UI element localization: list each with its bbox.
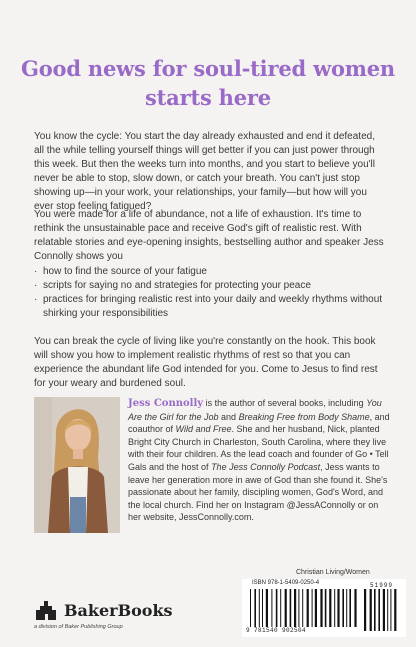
barcode-bar [374,589,376,631]
barcode-bar [370,589,372,631]
barcode-bar [378,589,380,631]
barcode-bar [387,589,388,631]
barcode-box [242,579,406,637]
headline-line-2: starts here [145,85,271,110]
barcode-bar [320,589,322,627]
list-item-text: scripts for saying no and strategies for protecting your peace [43,280,311,291]
barcode-bar [342,589,344,627]
barcode-bar [334,589,335,627]
barcode-bar [307,589,309,627]
author-name: Jess Connolly [128,398,204,409]
barcode-bar [312,589,313,627]
intro-paragraph: You know the cycle: You start the day already exhausted and end it defeated, all the while telling yourself things will get better if you can just power through this week. But then the weeks turn into months, and you start to believe you'll never be able to stop, slow down, or catch your breath. You can't just stop showing up—in your work, your relationships, your family—but how will you ever stop feeling fatigued? [34,131,375,212]
podcast-title: The Jess Connolly Podcast [211,461,321,472]
bio-text: , Jess wants to leave her generation more in awe of God than she found it. She's passionate about her family, discipling women, God's Word, and the local church. Find her on Instagram @JessAConnolly or on her website, JessConnolly.com. [128,461,388,523]
barcode-bar [285,589,287,627]
barcode-bar [276,589,278,627]
barcode-bar [394,589,396,631]
barcode-bar [259,589,260,627]
barcode-bar [302,589,303,627]
bio-text: is the author of several books, including [203,398,367,408]
barcode-bar [315,589,317,627]
ean-barcode [250,589,358,627]
author-photo [34,397,120,533]
author-bio [128,397,390,524]
barcode-bar [294,589,296,627]
bio-text: . She and her husband, Nick, planted Bright City Church in Charleston, South Carolina, where they live with their four children. As the lead coach and founder of Go • Tell Gals and the host of [128,424,389,472]
book-title: Breaking Free from Body Shame [238,411,370,422]
book-title: You Are the Girl for the Job [128,398,382,422]
benefit-list [34,265,384,321]
headline-line-1: Good news for soul-tired women [20,56,396,81]
price-code: 51999 [370,582,394,589]
bio-text: and [218,411,239,422]
barcode-bar [271,589,272,627]
price-barcode [364,589,400,631]
barcode-bar [290,589,292,627]
list-item-text: practices for bringing realistic rest into your daily and weekly rhythms without shirking your responsibilities [43,294,383,319]
barcode-bar [390,589,391,631]
barcode-bar [280,589,281,627]
list-item: · practices for bringing realistic rest into your daily and weekly rhythms without shirking your responsibilities [34,294,383,319]
isbn-text: ISBN 978-1-5409-0250-4 [252,580,320,586]
bio-text: , and coauthor of [128,411,390,435]
book-title: Wild and Free [175,424,232,435]
list-item-text: how to find the source of your fatigue [43,266,207,277]
barcode-bar [383,589,385,631]
headline [0,54,416,112]
barcode-bar [364,589,366,631]
barcode-bar [346,589,347,627]
list-item: · scripts for saying no and strategies for protecting your peace [34,280,311,291]
barcode-bar [254,589,256,627]
barcode-bar [298,589,299,627]
barcode-bar [262,589,263,627]
category-label: Christian Living/Women [296,569,370,576]
castle-icon [34,598,60,622]
barcode-bar [349,589,351,627]
barcode-bar [266,589,268,627]
publisher-tagline: a division of Baker Publishing Group [34,624,123,630]
barcode-bar [337,589,339,627]
barcode-digits: 9 781540 902504 [246,627,307,634]
barcode-bar [354,589,356,627]
barcode-bar [329,589,331,627]
barcode-bar [325,589,327,627]
closing-paragraph: You can break the cycle of living like you're constantly on the hook. This book will show you how to implement realistic rhythms of rest so that you can experience the abundant life God intended for you. Come to Jesus to find rest for your weary and burdened soul. [34,336,378,389]
author-portrait-illustration [34,397,120,533]
purpose-paragraph: You were made for a life of abundance, not a life of exhaustion. It's time to rethink the unsustainable pace and receive God's gift of realistic rest. With relatable stories and eye-opening insights, bestselling author and speaker Jess Connolly shows you [34,209,384,262]
barcode-bar [250,589,251,627]
publisher-name: BakerBooks [64,601,173,620]
list-item: · how to find the source of your fatigue [34,266,207,277]
